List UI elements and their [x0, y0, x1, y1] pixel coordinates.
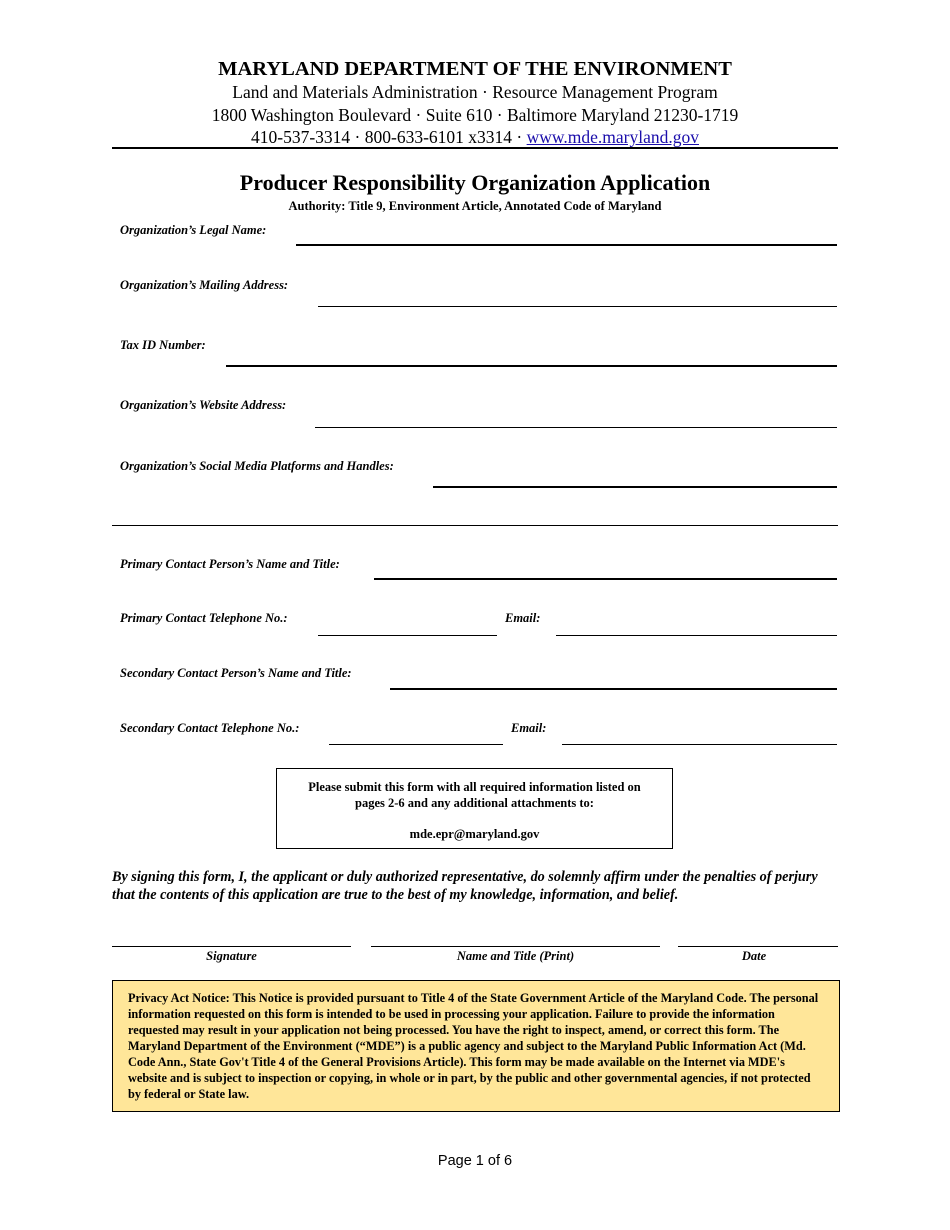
primary-phone-field[interactable]	[318, 635, 497, 636]
page-number: Page 1 of 6	[437, 1153, 513, 1169]
mailing-address-field[interactable]	[318, 306, 837, 307]
division-name: Land and Materials Administration · Resource Management Program	[232, 82, 718, 102]
primary-contact-label: Primary Contact Person’s Name and Title:	[120, 557, 340, 571]
submit-email: mde.epr@maryland.gov	[409, 827, 540, 841]
date-label: Date	[741, 949, 767, 963]
secondary-email-field[interactable]	[562, 744, 837, 745]
secondary-phone-label: Secondary Contact Telephone No.:	[120, 721, 300, 735]
submit-line-1: Please submit this form with all required information listed on	[308, 780, 641, 794]
privacy-notice: Privacy Act Notice: This Notice is provided pursuant to Title 4 of the State Government Article of the Maryland Code. The personal information requested on this form is intended to be used in processing your application. Failure to provide the information requested may result in your application not being processed. You have the right to inspect, amend, or correct this form. The Maryland Department of the Environment (“MDE”) is a public agency and subject to the Maryland Public Information Act (Md. Code Ann., State Gov't Title 4 of the General Provisions Article). This form may be made available on the Internet via MDE's website and is subject to inspection or copying, in whole or in part, by the public and other governmental agencies, if not protected by federal or State law.	[112, 980, 840, 1112]
form-title: Producer Responsibility Organization Application	[239, 170, 711, 195]
primary-email-label: Email:	[505, 611, 541, 625]
secondary-contact-label: Secondary Contact Person’s Name and Title:	[120, 666, 352, 680]
website-label: Organization’s Website Address:	[120, 398, 287, 412]
primary-phone-label: Primary Contact Telephone No.:	[120, 611, 288, 625]
secondary-phone-field[interactable]	[329, 744, 503, 745]
social-media-label: Organization’s Social Media Platforms and Handles:	[120, 459, 394, 473]
submit-line-2: pages 2-6 and any additional attachments to:	[355, 796, 594, 810]
form-authority: Authority: Title 9, Environment Article, Annotated Code of Maryland	[288, 199, 662, 213]
section-divider	[112, 525, 838, 526]
name-title-label: Name and Title (Print)	[456, 949, 575, 963]
social-media-field[interactable]	[433, 486, 837, 488]
tax-id-label: Tax ID Number:	[120, 338, 206, 352]
legal-name-label: Organization’s Legal Name:	[120, 223, 267, 237]
secondary-contact-field[interactable]	[390, 688, 837, 690]
secondary-email-label: Email:	[511, 721, 547, 735]
mailing-address-label: Organization’s Mailing Address:	[120, 278, 289, 292]
header-rule	[112, 147, 838, 149]
submit-instructions-box	[276, 768, 673, 849]
primary-email-field[interactable]	[556, 635, 837, 636]
signature-label: Signature	[206, 949, 257, 963]
website-link[interactable]: www.mde.maryland.gov	[526, 127, 699, 147]
agency-name: MARYLAND DEPARTMENT OF THE ENVIRONMENT	[218, 58, 732, 80]
agency-address: 1800 Washington Boulevard · Suite 610 · Baltimore Maryland 21230-1719	[211, 105, 739, 125]
agency-phones: 410-537-3314 · 800-633-6101 x3314 ·	[251, 127, 527, 147]
signature-field[interactable]	[112, 946, 351, 947]
name-title-field[interactable]	[371, 946, 660, 947]
website-field[interactable]	[315, 427, 837, 428]
date-field[interactable]	[678, 946, 838, 947]
legal-name-field[interactable]	[296, 244, 837, 246]
agency-contact	[0, 127, 950, 148]
tax-id-field[interactable]	[226, 365, 837, 367]
primary-contact-field[interactable]	[374, 578, 837, 580]
affirmation-text: By signing this form, I, the applicant or duly authorized representative, do solemnly affirm under the penalties of perjury that the contents of this application are true to the best of my knowledge, information, and belief.	[112, 869, 818, 903]
